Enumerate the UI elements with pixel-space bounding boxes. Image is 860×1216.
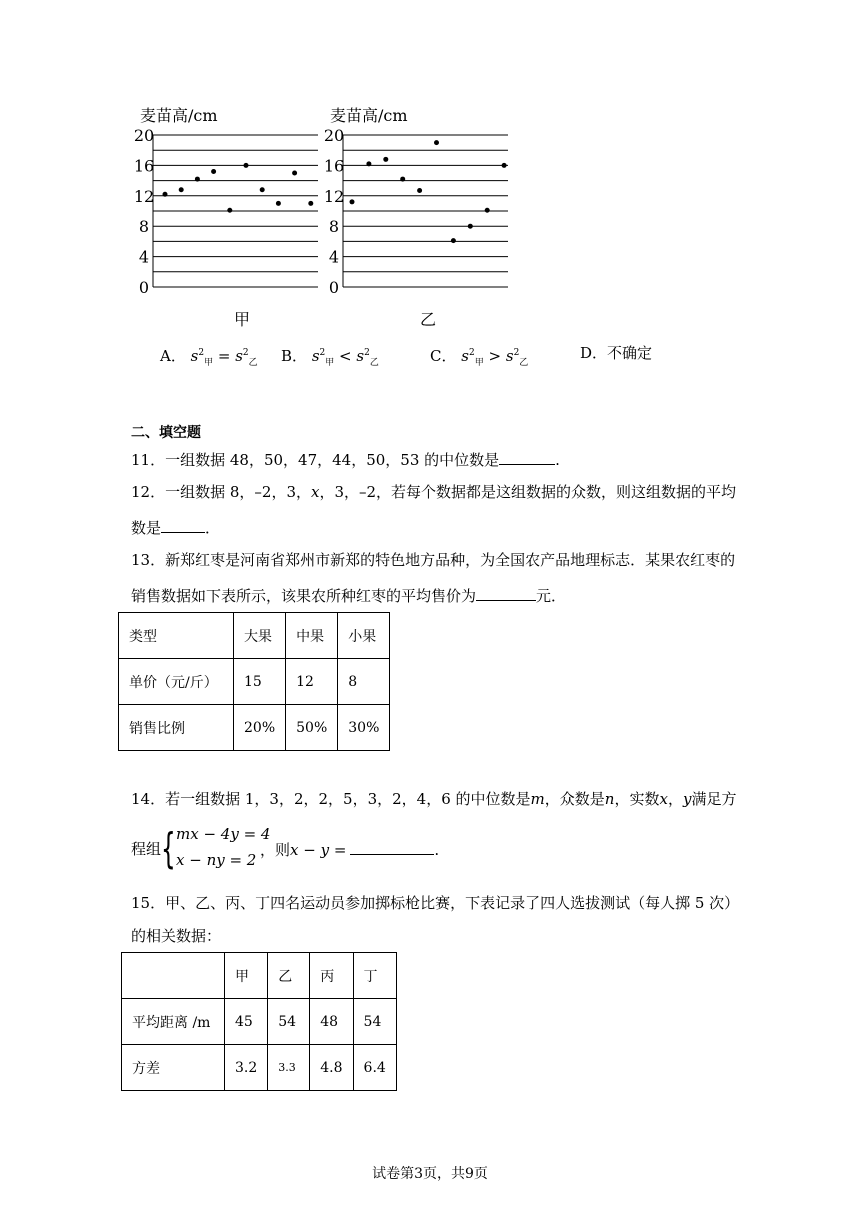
- price-table: [118, 612, 390, 751]
- equation-1: mx − 4y = 4: [176, 825, 271, 843]
- tick-label: 4: [138, 247, 150, 267]
- data-point: [227, 208, 232, 213]
- question-14-line2: 程组: [131, 840, 162, 858]
- data-point: [417, 188, 422, 193]
- question-12-line2: 数是 ．: [131, 516, 220, 539]
- table-row: 甲 乙 丙 丁: [122, 953, 397, 999]
- equation-brace: {: [161, 824, 176, 873]
- question-14-ask: ，则x − y = .: [260, 838, 439, 861]
- table-row: 平均距离 /m 45 54 48 54: [122, 999, 397, 1045]
- data-point: [451, 238, 456, 243]
- question-12-line1: 12．一组数据 8，–2，3，x，3，–2，若每个数据都是这组数据的众数，则这组数据的平均: [131, 483, 737, 501]
- data-point: [502, 163, 507, 168]
- option-c: C． $s^2_甲 > s^2_乙$: [430, 347, 529, 368]
- q10-charts: [0, 90, 860, 340]
- data-point: [276, 201, 281, 206]
- tick-label: 0: [138, 278, 150, 297]
- tick-label: 8: [328, 217, 340, 237]
- chart-name: 乙: [419, 310, 437, 329]
- data-point: [468, 224, 473, 229]
- data-point: [211, 169, 216, 174]
- page-footer: 试卷第3页，共9页: [372, 1166, 488, 1182]
- table-row: 方差 3.2 3.3 4.8 6.4: [122, 1045, 397, 1091]
- equation-2: x − ny = 2: [176, 851, 257, 869]
- tick-label: 4: [328, 247, 340, 267]
- javelin-table: [121, 952, 397, 1091]
- tick-label: 16: [323, 156, 345, 176]
- question-15-line2: 的相关数据：: [131, 927, 222, 945]
- tick-label: 20: [323, 126, 345, 145]
- data-point: [485, 208, 490, 213]
- tick-label: 8: [138, 217, 150, 237]
- data-point: [308, 201, 313, 206]
- data-point: [195, 177, 200, 182]
- data-point: [292, 171, 297, 176]
- option-a: A． $s^2_甲 = s^2_乙$: [160, 347, 258, 368]
- question-14-line1: 14．若一组数据 1，3，2，2，5，3，2，4，6 的中位数是m，众数是n，实数x，y满足方: [131, 790, 737, 808]
- table-row: 销售比例 20% 50% 30%: [119, 705, 390, 751]
- chart-name: 甲: [233, 310, 251, 329]
- tick-label: 12: [133, 186, 155, 206]
- data-point: [244, 163, 249, 168]
- data-point: [366, 161, 371, 166]
- data-point: [260, 187, 265, 192]
- tick-label: 12: [323, 186, 345, 206]
- section-title: 二、填空题: [131, 425, 201, 441]
- question-11: 11．一组数据 48，50，47，44，50，53 的中位数是 .: [131, 448, 560, 471]
- data-point: [350, 199, 355, 204]
- option-d: D．不确定: [580, 344, 653, 362]
- question-13-line1: 13．新郑红枣是河南省郑州市新郑的特色地方品种，为全国农产品地理标志．某果农红枣的: [131, 551, 736, 569]
- tick-label: 20: [133, 126, 155, 145]
- data-point: [434, 140, 439, 145]
- data-point: [383, 157, 388, 162]
- data-point: [400, 177, 405, 182]
- table-row: 类型 大果 中果 小果: [119, 613, 390, 659]
- question-13-line2: 销售数据如下表所示，该果农所种红枣的平均售价为 元．: [131, 584, 566, 607]
- table-row: 单价（元/斤） 15 12 8: [119, 659, 390, 705]
- tick-label: 0: [328, 278, 340, 297]
- data-point: [179, 187, 184, 192]
- axis-label: 麦苗高/cm: [330, 106, 408, 125]
- data-point: [163, 192, 168, 197]
- question-15-line1: 15．甲、乙、丙、丁四名运动员参加掷标枪比赛，下表记录了四人选拔测试（每人掷 5 次）: [131, 894, 740, 912]
- tick-label: 16: [133, 156, 155, 176]
- axis-label: 麦苗高/cm: [140, 106, 218, 125]
- option-b: B． $s^2_甲 < s^2_乙$: [281, 347, 379, 368]
